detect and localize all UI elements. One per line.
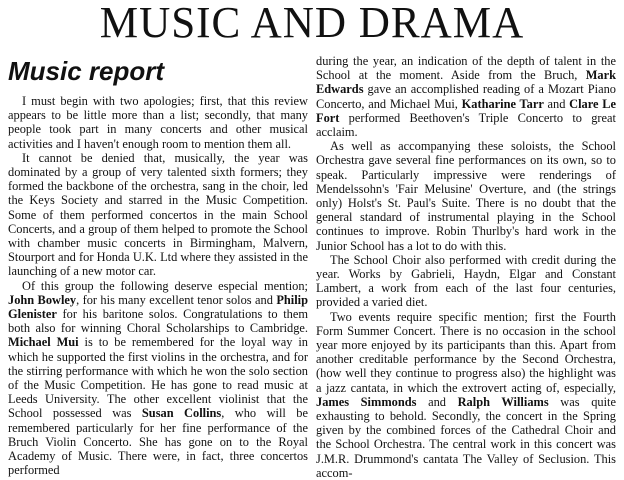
- name-clare-le-fort: Clare Le Fort: [316, 96, 616, 125]
- name-john-bowley: John Bowley: [8, 292, 77, 307]
- text-run: gave an accomplished reading of a Mozart Piano Concerto, and Michael Mui,: [316, 82, 616, 111]
- paragraph-special-mention: [8, 279, 308, 478]
- name-philip-glenister: Philip Glenister: [8, 292, 308, 322]
- name-susan-collins: Susan Collins: [141, 406, 222, 421]
- text-run: and: [543, 96, 570, 111]
- name-ralph-williams: Ralph Williams: [457, 394, 549, 409]
- text-run: during the year, an indication of the depth of talent in the School at the moment. Aside from the Bruch,: [316, 54, 616, 83]
- paragraph-events: [316, 310, 616, 480]
- name-mark-edwards: Mark Edwards: [316, 68, 616, 97]
- name-katharine-tarr: Katharine Tarr: [461, 96, 544, 111]
- paragraph-orchestra: As well as accompanying these soloists, the School Orchestra gave several fine performances on its own, so to speak. Particularly impressive were renderings of Mendelssohn's 'Fair Melusine' Overture, and (the strings only) Holst's St. Paul's Suite. There is no doubt that the general standard of instrumental playing in the School continues to improve. Robin Thurlby's hard work in the Junior School has a lot to do with this.: [316, 139, 616, 253]
- text-run: was quite exhausting to behold. Secondly, the concert in the Spring given by the combined forces of the Cathedral Choir and the School Orchestra. The central work in this concert was J.M.R. Drummond's cantata The Valley of Seclusion. This accom-: [316, 394, 616, 480]
- paragraph-concertos: [316, 54, 616, 139]
- text-run: , who will be remembered particularly for her fine performance of the Bruch Violin Concerto. She has gone on to the Royal Academy of Music. There were, in fact, three concertos performed: [8, 406, 308, 478]
- left-column: [8, 56, 308, 477]
- text-run: , for his many excellent tenor solos and: [76, 292, 277, 307]
- right-column: [316, 54, 616, 480]
- paragraph-apologies: I must begin with two apologies; first, that this review appears to be little more than a list; secondly, that many people took part in many concerts and other musical activities and I haven't enough room to mention them all.: [8, 94, 308, 151]
- text-run: is to be remembered for the loyal way in which he supported the first violins in the orchestra, and for the stirring performance with which he won the solo section of the Music Competition. He has gone to read music at Leeds University. The other excellent violinist that the School possessed was: [8, 335, 308, 421]
- name-james-simmonds: James Simmonds: [316, 394, 417, 409]
- paragraph-sixth-formers: It cannot be denied that, musically, the year was dominated by a group of very talented sixth formers; they formed the backbone of the orchestra, sang in the choir, led the Keys Society and starred in the Music Competition. Some of them performed concertos in the main School Concerts, and a group of them helped to promote the School with chamber music concerts in Birmingham, Malvern, Stourport and for Honda U.K. Ltd where they assisted in the launching of a new motor car.: [8, 150, 308, 279]
- text-run: performed Beethoven's Triple Concerto to great acclaim.: [316, 110, 616, 140]
- text-run: Two events require specific mention; first the Fourth Form Summer Concert. There is no occasion in the school year more enjoyed by its participants than this. Apart from another creditable performance by the Second Orchestra, (how well they continue to progress also) the highlight was a jazz cantata, in which the extrovert acting of, especially,: [316, 309, 616, 395]
- page-title: MUSIC AND DRAMA: [99, 0, 525, 47]
- text-run: Of this group the following deserve especial mention;: [22, 278, 308, 293]
- paragraph-choir: The School Choir also performed with credit during the year. Works by Gabrieli, Haydn, Elgar and Constant Lambert, a work from each of the last four centuries, provided a varied diet.: [316, 252, 616, 310]
- name-michael-mui: Michael Mui: [8, 335, 79, 350]
- text-run: for his baritone solos. Congratulations to them both also for winning Choral Scholarships to Cambridge.: [8, 307, 308, 336]
- section-title: Music report: [8, 56, 165, 86]
- text-run: and: [416, 394, 458, 409]
